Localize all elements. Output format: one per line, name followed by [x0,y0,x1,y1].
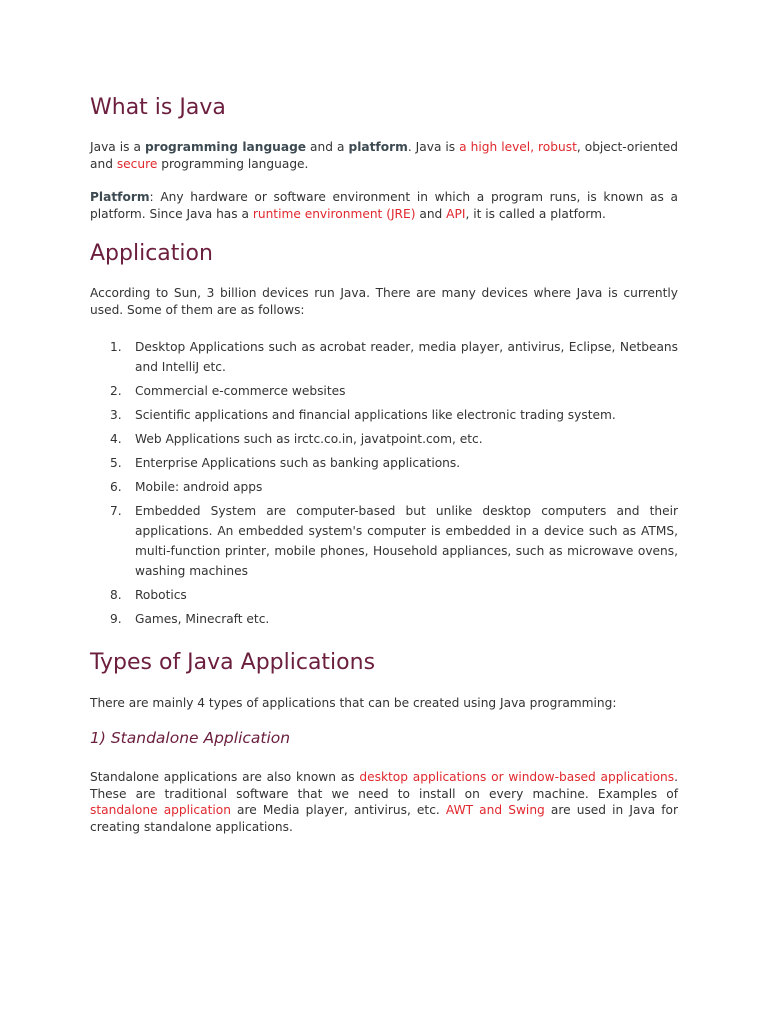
list-item-text: Desktop Applications such as acrobat reader, media player, antivirus, Eclipse, Netbeans and IntelliJ etc. [135,340,678,374]
heading-what-is-java: What is Java [90,95,226,120]
list-item [90,453,678,473]
list-item [90,405,678,425]
text-span: : Any hardware or software environment in which a program runs, is known as a platform. Since Java has a [90,190,678,221]
text-span: and [415,206,447,221]
application-intro: According to Sun, 3 billion devices run Java. There are many devices where Java is currently used. Some of them are as follows: [90,286,678,317]
programming-language-term: programming language [144,140,307,154]
list-item-text: Enterprise Applications such as banking applications. [135,456,461,470]
high-level-robust-link[interactable]: a high level, robust [459,140,577,154]
applications-list [90,337,678,629]
text-span: . Java is [407,140,460,154]
list-item-text: Commercial e-commerce websites [135,384,346,398]
list-item [90,585,678,605]
awt-and-swing-link[interactable]: AWT and Swing [445,803,545,817]
text-span: are Media player, antivirus, etc. [230,803,446,817]
standalone-paragraph [90,769,678,835]
list-number: 8. [110,588,122,602]
list-item [90,429,678,449]
list-item [90,609,678,629]
list-item-text: Games, Minecraft etc. [135,612,270,626]
text-span: Standalone applications are also known as [90,770,360,784]
text-span: , object-oriented and [90,140,679,171]
list-item [90,477,678,497]
desktop-applications-link[interactable]: desktop applications or window-based applications [359,770,675,784]
secure-link[interactable]: secure [116,156,158,171]
java-definition-paragraph [90,139,678,172]
list-item [90,501,678,581]
platform-paragraph [90,189,678,222]
types-intro: There are mainly 4 types of applications that can be created using Java programming: [90,696,617,710]
list-item-text: Scientific applications and financial applications like electronic trading system. [135,408,616,422]
list-item-text: Mobile: android apps [135,480,263,494]
jre-link[interactable]: runtime environment (JRE) [252,206,416,221]
list-item-text: Web Applications such as irctc.co.in, javatpoint.com, etc. [135,432,483,446]
list-number: 3. [110,408,122,422]
platform-label: Platform [90,190,150,204]
list-item [90,337,678,377]
text-span: and a [306,140,349,154]
list-number: 2. [110,384,122,398]
list-number: 9. [110,612,122,626]
list-number: 6. [110,480,122,494]
list-item-text: Robotics [135,588,187,602]
list-item [90,381,678,401]
heading-standalone-application: 1) Standalone Application [90,729,291,747]
heading-types-of-java-applications: Types of Java Applications [90,650,376,675]
text-span: are used in Java for creating standalone applications. [90,803,679,834]
list-number: 7. [110,504,122,518]
text-span: programming language. [157,156,309,171]
text-span: , it is called a platform. [465,206,606,221]
standalone-application-link[interactable]: standalone application [90,803,231,817]
text-span: Java is a [90,140,145,154]
list-item-text: Embedded System are computer-based but unlike desktop computers and their applications. An embedded system's computer is embedded in a device such as ATMS, multi-function printer, mobile phones, Household appliances, such as microwave ovens, washing machines [135,504,678,578]
platform-term: platform [348,140,408,154]
list-number: 5. [110,456,122,470]
api-link[interactable]: API [446,206,466,221]
list-number: 4. [110,432,122,446]
heading-application: Application [90,241,213,266]
list-number: 1. [110,340,122,354]
text-span: . These are traditional software that we need to install on every machine. Examples of [90,770,679,801]
